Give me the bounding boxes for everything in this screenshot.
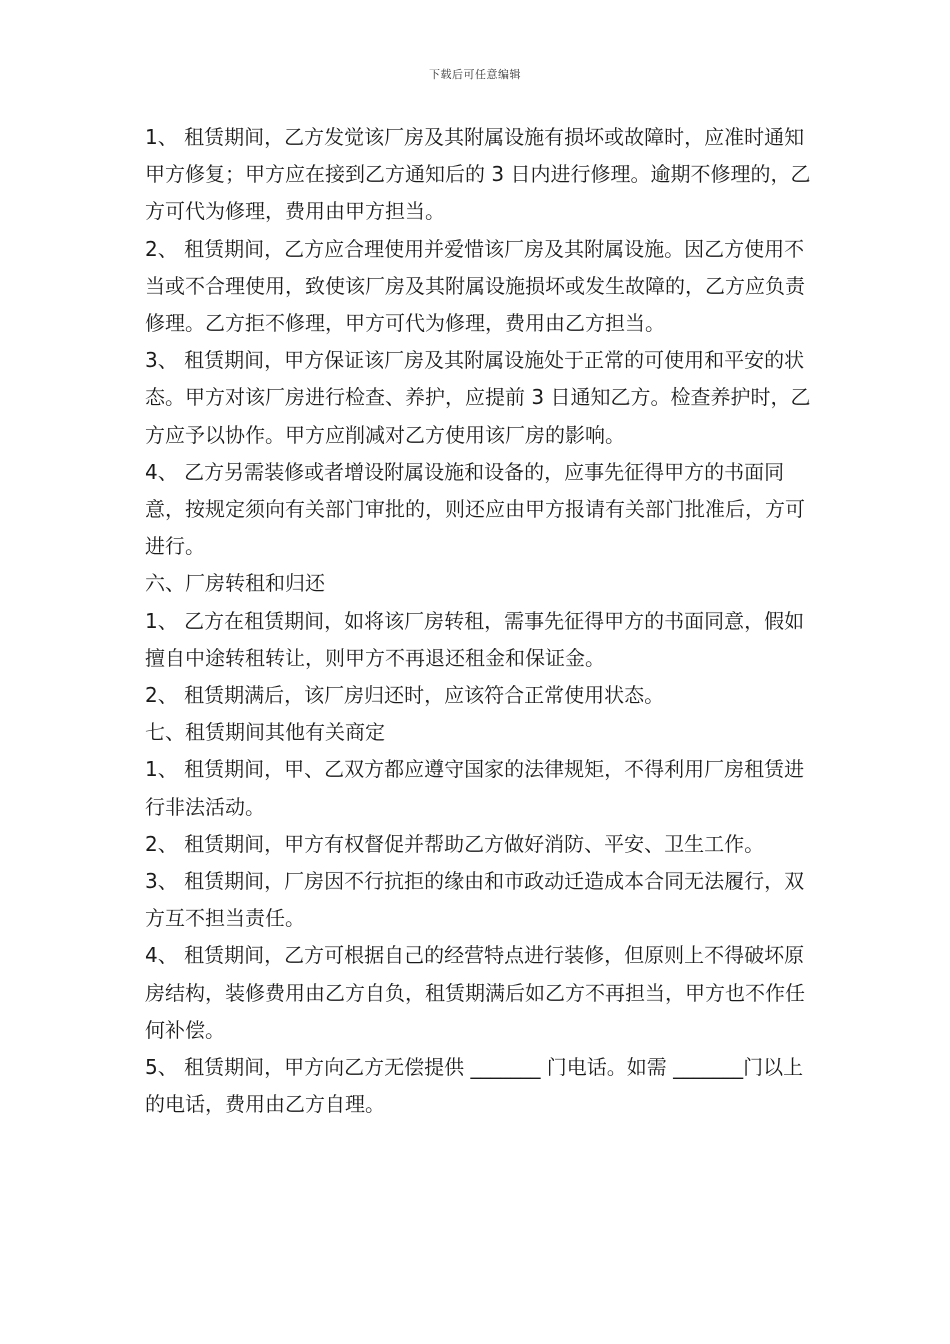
clause-6-1: 1、 乙方在租赁期间，如将该厂房转租，需事先征得甲方的书面同意，假如擅自中途转租转让，则甲方不再退还租金和保证金。 <box>145 608 805 670</box>
clause-7-2: 2、 租赁期间，甲方有权督促并帮助乙方做好消防、平安、卫生工作。 <box>145 831 765 856</box>
page-header: 下载后可任意编辑 <box>429 68 521 81</box>
clause-7-5: 5、 租赁期间，甲方向乙方无偿提供 _______ 门电话。如需 _______门以上的电话，费用由乙方自理。 <box>145 1055 804 1117</box>
clause-7-1: 1、 租赁期间，甲、乙双方都应遵守国家的法律规矩，不得利用厂房租赁进行非法活动。 <box>145 757 805 819</box>
clause-5-3: 3、 租赁期间，甲方保证该厂房及其附属设施处于正常的可使用和平安的状态。甲方对该厂房进行检查、养护，应提前 3 日通知乙方。检查养护时，乙方应予以协作。甲方应削减对乙方使用该厂房的影响。 <box>145 348 811 447</box>
clause-5-4: 4、 乙方另需装修或者增设附属设施和设备的，应事先征得甲方的书面同意，按规定须向有关部门审批的，则还应由甲方报请有关部门批准后，方可进行。 <box>145 459 805 559</box>
clause-5-1: 1、 租赁期间，乙方发觉该厂房及其附属设施有损坏或故障时，应准时通知甲方修复；甲方应在接到乙方通知后的 3 日内进行修理。逾期不修理的，乙方可代为修理，费用由甲方担当。 <box>145 125 811 224</box>
clause-6-2: 2、 租赁期满后，该厂房归还时，应该符合正常使用状态。 <box>145 683 665 708</box>
clause-7-4: 4、 租赁期间，乙方可根据自己的经营特点进行装修，但原则上不得破坏原房结构，装修费用由乙方自负，租赁期满后如乙方不再担当，甲方也不作任何补偿。 <box>145 943 805 1042</box>
document-body <box>145 119 815 1123</box>
clause-5-2: 2、 租赁期间，乙方应合理使用并爱惜该厂房及其附属设施。因乙方使用不当或不合理使用，致使该厂房及其附属设施损坏或发生故障的，乙方应负责修理。乙方拒不修理，甲方可代为修理，费用由乙方担当。 <box>145 236 805 336</box>
clause-7-3: 3、 租赁期间，厂房因不行抗拒的缘由和市政动迁造成本合同无法履行，双方互不担当责任。 <box>145 869 805 931</box>
section-heading-6: 六、厂房转租和归还 <box>145 571 325 596</box>
section-heading-7: 七、租赁期间其他有关商定 <box>145 720 385 745</box>
